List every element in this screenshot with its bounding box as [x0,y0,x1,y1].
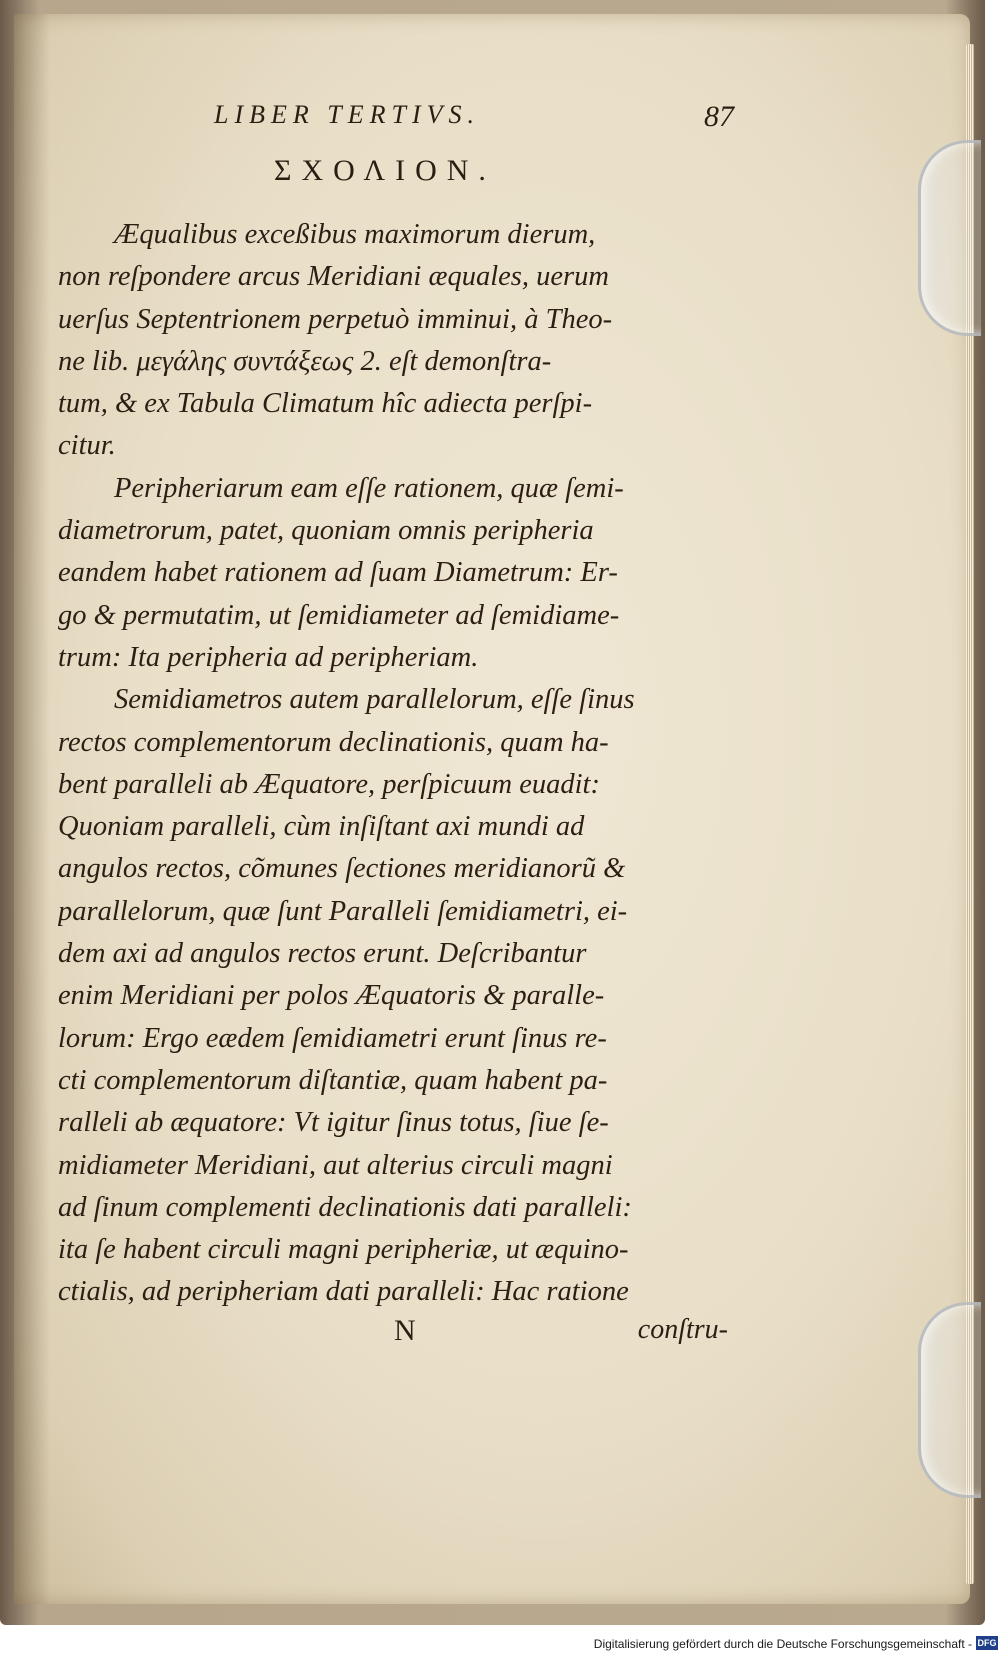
text-line: citur. [58,430,116,462]
spine-shadow [14,14,50,1604]
text-line: ne lib. μεγάλης συντάξεως 2. eſt demonſtra- [58,345,552,377]
text-line: ralleli ab æquatore: Vt igitur ſinus totus, ſiue ſe- [58,1107,609,1139]
section-heading: ΣΧΟΛΙΟΝ. [274,154,496,187]
text-line: uerſus Septentrionem perpetuò imminui, à Theo- [58,303,613,335]
text-line: Æqualibus exceßibus maximorum dierum, [114,219,596,250]
text-line: rectos complementorum declinationis, quam ha- [58,726,609,758]
page-footer-marks [58,1314,728,1358]
text-line: angulos rectos, cõmunes ſectiones meridianorũ & [58,853,626,885]
page-clip-top [918,140,981,336]
catchword: conſtru- [637,1314,728,1345]
funding-credit: Digitalisierung gefördert durch die Deutsche Forschungsgemeinschaft - [593,1637,972,1651]
page-header [204,100,734,140]
text-line: ctialis, ad peripheriam dati paralleli: Hac ratione [58,1276,629,1308]
page-number: 87 [704,100,734,133]
text-line: parallelorum, quæ ſunt Paralleli ſemidiametri, ei- [58,895,628,927]
dfg-logo: DFG [977,1638,997,1648]
text-line: dem axi ad angulos rectos erunt. Deſcribantur [58,938,587,970]
text-line: cti complementorum diſtantiæ, quam habent pa- [58,1064,608,1096]
text-line: go & permutatim, ut ſemidiameter ad ſemidiame- [58,599,620,631]
text-line: bent paralleli ab Æquatore, perſpicuum euadit: [58,768,600,800]
text-line: midiameter Meridiani, aut alterius circuli magni [58,1149,613,1181]
running-title: LIBER TERTIVS. [214,100,480,129]
text-line: Peripheriarum eam eſſe rationem, quæ ſemi- [114,472,624,504]
text-line: enim Meridiani per polos Æquatoris & paralle- [58,980,605,1012]
text-line: Quoniam paralleli, cùm inſiſtant axi mundi ad [58,811,585,843]
text-line: eandem habet rationem ad ſuam Diametrum: Er- [58,557,618,589]
body-text [58,214,728,1314]
text-line: lorum: Ergo eædem ſemidiametri erunt ſinus re- [58,1022,607,1054]
text-line: ad ſinum complementi declinationis dati paralleli: [58,1191,632,1223]
text-line: tum, & ex Tabula Climatum hîc adiecta perſpi- [58,388,593,420]
text-line: non reſpondere arcus Meridiani æquales, uerum [58,261,609,293]
book-page [14,14,970,1604]
text-line: trum: Ita peripheria ad peripheriam. [58,641,479,673]
signature-mark: N [394,1314,416,1347]
page-clip-bottom [918,1302,981,1498]
text-line: ita ſe habent circuli magni peripheriæ, ut æquino- [58,1234,629,1266]
text-line: diametrorum, patet, quoniam omnis peripheria [58,515,594,547]
text-line: Semidiametros autem parallelorum, eſſe ſinus [114,684,635,716]
digitization-footer [0,1632,1000,1658]
